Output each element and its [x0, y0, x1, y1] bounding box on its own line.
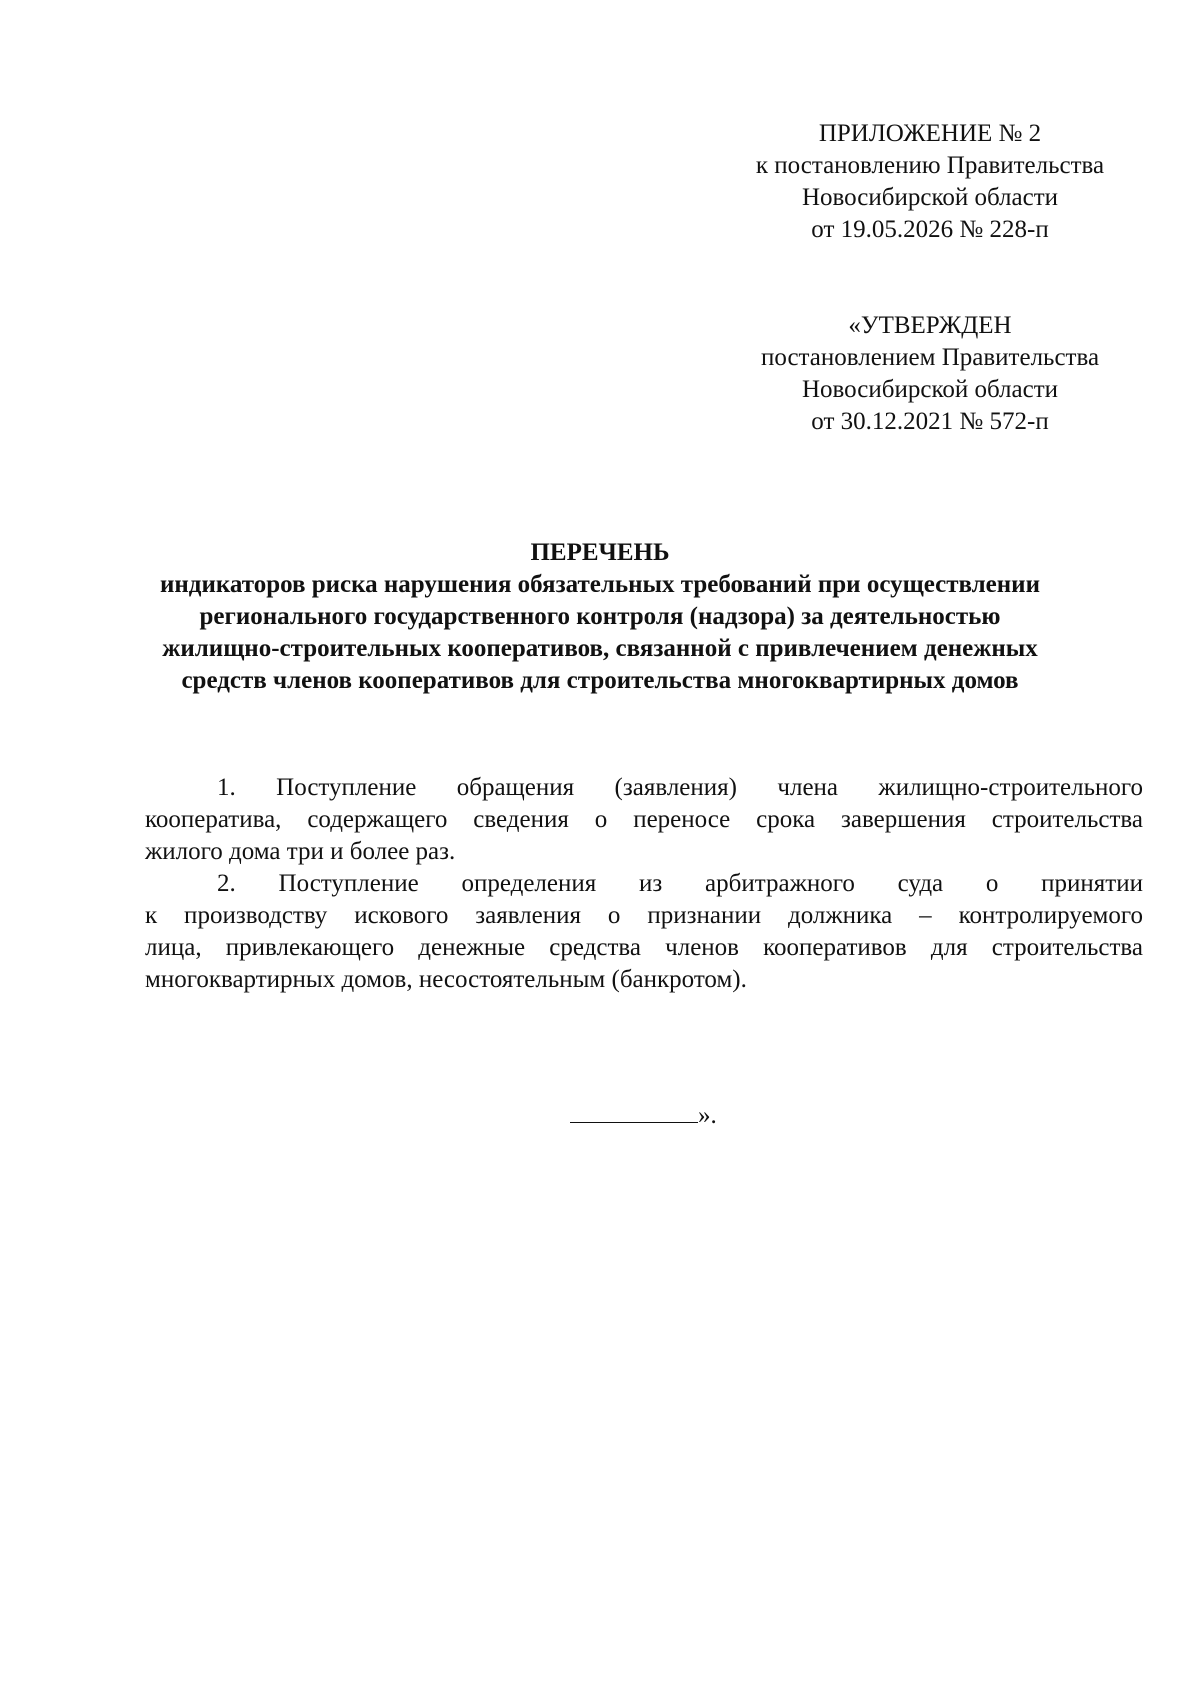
paragraph-line: многоквартирных домов, несостоятельным (банкротом). [145, 966, 747, 993]
annex-reference: к постановлению Правительства [755, 152, 1105, 179]
paragraph-line: кооператива, содержащего сведения о переносе срока завершения строительства [145, 806, 1143, 833]
title-line: средств членов кооперативов для строительства многоквартирных домов [181, 667, 1019, 694]
annex-region: Новосибирской области [801, 184, 1059, 211]
approval-label: «УТВЕРЖДЕН [848, 312, 1012, 339]
paragraph-line: лица, привлекающего денежные средства членов кооперативов для строительства [145, 934, 1143, 961]
approval-stamp [700, 310, 1160, 438]
closing-mark [570, 1100, 717, 1132]
document-title [100, 537, 1100, 697]
approval-region: Новосибирской области [801, 376, 1059, 403]
paragraph-line: жилого дома три и более раз. [145, 838, 456, 865]
title-line: жилищно-строительных кооперативов, связанной с привлечением денежных [162, 635, 1038, 662]
closing-rule [570, 1100, 698, 1123]
document-body [145, 772, 1143, 996]
paragraph-line: 2. Поступление определения из арбитражного суда о принятии [217, 870, 1143, 897]
closing-quote: ». [698, 1102, 717, 1129]
list-item [145, 772, 1143, 868]
title-heading: ПЕРЕЧЕНЬ [530, 539, 670, 566]
paragraph-line: 1. Поступление обращения (заявления) члена жилищно-строительного [217, 774, 1143, 801]
approval-reference: постановлением Правительства [760, 344, 1100, 371]
approval-date: от 30.12.2021 № 572-п [811, 408, 1049, 435]
title-line: регионального государственного контроля (надзора) за деятельностью [199, 603, 1001, 630]
paragraph-line: к производству искового заявления о признании должника – контролируемого [145, 902, 1143, 929]
annex-date: от 19.05.2026 № 228-п [811, 216, 1049, 243]
annex-number: ПРИЛОЖЕНИЕ № 2 [818, 120, 1042, 147]
list-item [145, 868, 1143, 996]
title-line: индикаторов риска нарушения обязательных требований при осуществлении [160, 571, 1040, 598]
annex-header [700, 118, 1160, 246]
